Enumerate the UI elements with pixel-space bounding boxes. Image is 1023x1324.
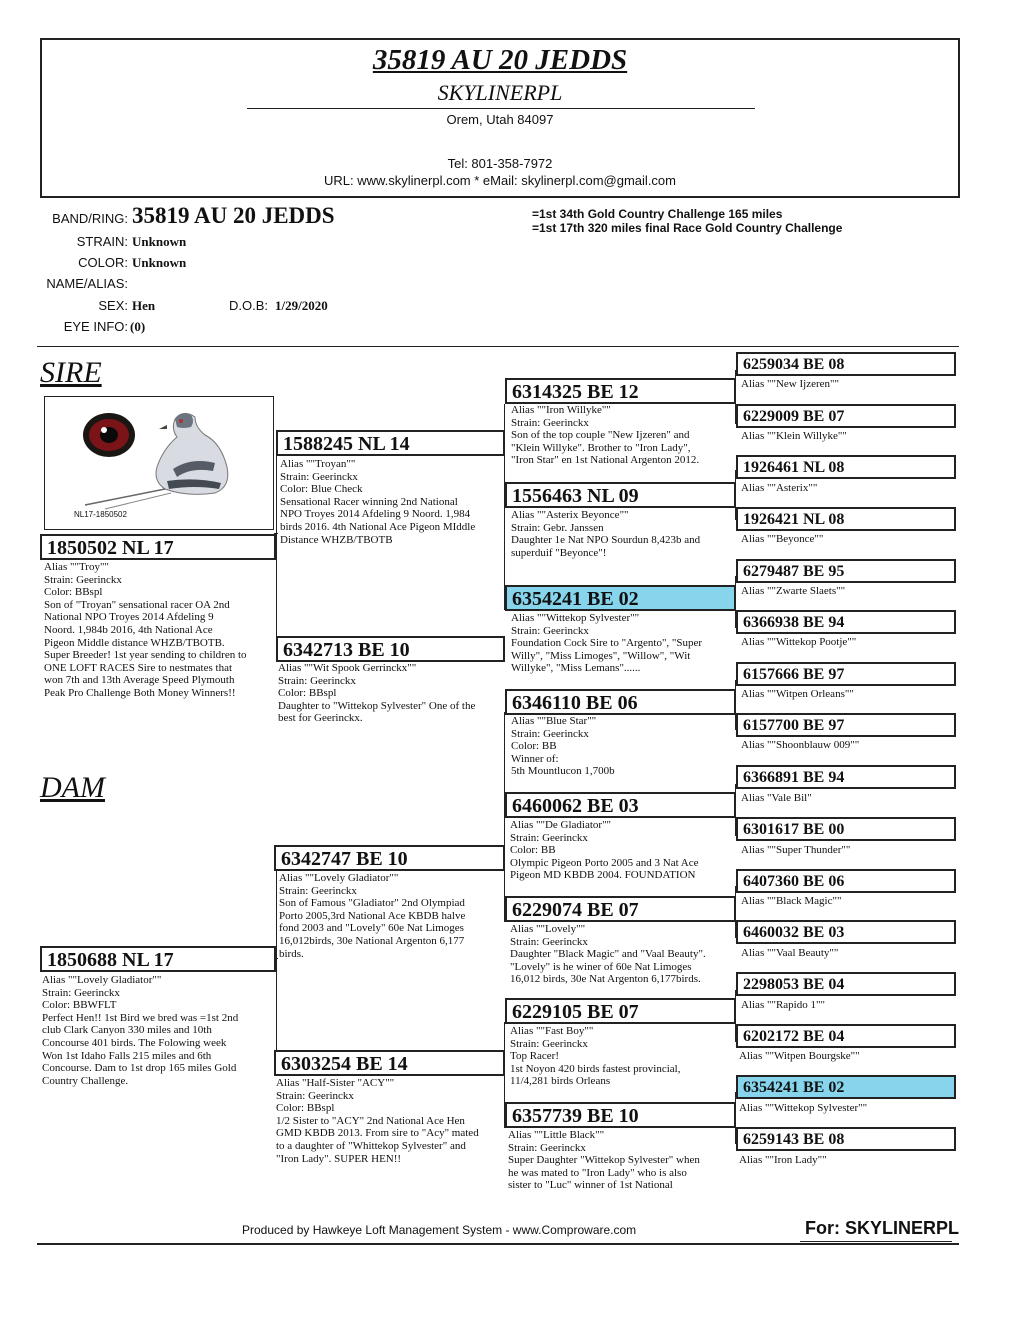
gen4-band-box: 6157666 BE 97 xyxy=(736,662,956,686)
achievement-2: =1st 17th 320 miles final Race Gold Country Challenge xyxy=(532,221,843,235)
gen2-description: Alias "Half-Sister "ACY"" Strain: Geerinckx Color: BBspl 1/2 Sister to "ACY" 2nd National Ace Hen GMD KBDB 2013. From sire to "Acy" mated to a daughter of "Whittekop Sylvester" and "Iron Lady". SUPER HEN!! xyxy=(276,1077,479,1165)
gen3-band-box: 6460062 BE 03 xyxy=(505,792,736,818)
gen4-band-box-highlighted: 6354241 BE 02 xyxy=(736,1075,956,1099)
gen4-alias: Alias ""New Ijzeren"" xyxy=(741,378,839,390)
gen4-alias: Alias ""Iron Lady"" xyxy=(739,1154,827,1166)
gen2-band-box: 6303254 BE 14 xyxy=(274,1050,505,1076)
gen4-band-box: 6229009 BE 07 xyxy=(736,404,956,428)
dam-heading: DAM xyxy=(40,771,105,804)
footer-divider xyxy=(37,1243,959,1245)
dob-value: 1/29/2020 xyxy=(275,298,328,313)
eye-info-value: (0) xyxy=(130,319,146,334)
gen4-band-box: 6259034 BE 08 xyxy=(736,352,956,376)
gen3-band-box-highlighted: 6354241 BE 02 xyxy=(505,585,736,611)
strain-label: STRAIN: xyxy=(76,234,128,249)
footer-underline xyxy=(800,1241,952,1242)
gen3-description: Alias ""Blue Star"" Strain: Geerinckx Color: BB Winner of: 5th Mountlucon 1,700b xyxy=(511,715,615,778)
gen2-band-box: 6342747 BE 10 xyxy=(274,845,505,871)
band-value: 35819 AU 20 JEDDS xyxy=(132,203,335,228)
dob-label: D.O.B: xyxy=(229,298,269,313)
gen4-alias: Alias ""Witpen Bourgske"" xyxy=(739,1050,860,1062)
gen4-alias: Alias ""Super Thunder"" xyxy=(741,844,851,856)
gen3-band-box: 1556463 NL 09 xyxy=(505,482,736,508)
gen2-description: Alias ""Lovely Gladiator"" Strain: Geerinckx Son of Famous "Gladiator" 2nd Olympiad Porto 2005,3rd National Ace KBDB halve fond 2003 and "Lovely" 60e Nat Limoges 16,012birds, 30e National Argenton 6,177 birds. xyxy=(279,872,466,960)
gen4-alias: Alias ""Black Magic"" xyxy=(741,895,842,907)
gen4-band-box: 6366891 BE 94 xyxy=(736,765,956,789)
gen4-band-box: 6407360 BE 06 xyxy=(736,869,956,893)
gen4-alias: Alias ""Wittekop Pootje"" xyxy=(741,636,857,648)
sire-description: Alias ""Troy"" Strain: Geerinckx Color: BBspl Son of "Troyan" sensational racer OA 2nd National NPO Troyes 2014 Afdeling 9 Noord. 1,984b 2016, 4th National Ace Pigeon Middle distance WHZB/TBOTB. Super Breeder! 1st year sending to children to ONE LOFT RACES Sire to nestmates that won 7th and 13th Average Speed Plymouth Peak Pro Challenge Both Money Winners!! xyxy=(44,561,247,699)
gen4-alias: Alias ""Wittekop Sylvester"" xyxy=(739,1102,868,1114)
name-alias-label: NAME/ALIAS: xyxy=(46,276,128,291)
gen3-description: Alias ""Fast Boy"" Strain: Geerinckx Top Racer! 1st Noyon 420 birds fastest provincial, 11/4,281 birds Orleans xyxy=(510,1025,681,1088)
connector xyxy=(276,454,277,662)
gen4-band-box: 1926421 NL 08 xyxy=(736,507,956,531)
gen3-band-box: 6229074 BE 07 xyxy=(505,896,736,922)
loft-phone: Tel: 801-358-7972 xyxy=(447,156,553,171)
sire-heading: SIRE xyxy=(40,356,102,389)
photo-caption: NL17-1850502 xyxy=(74,510,127,519)
loft-city: Orem, Utah 84097 xyxy=(446,112,554,127)
gen4-alias: Alias ""Witpen Orleans"" xyxy=(741,688,854,700)
loft-url-email: URL: www.skylinerpl.com * eMail: skylinerpl.com@gmail.com xyxy=(323,173,676,188)
gen3-band-box: 6346110 BE 06 xyxy=(505,689,736,715)
gen2-description: Alias ""Wit Spook Gerrinckx"" Strain: Geerinckx Color: BBspl Daughter to "Wittekop Sylvester" One of the best for Geerinckx. xyxy=(278,662,476,725)
for-loft-footer: For: SKYLINERPL xyxy=(805,1218,960,1238)
connector xyxy=(276,870,277,1076)
gen4-band-box: 6202172 BE 04 xyxy=(736,1024,956,1048)
achievement-1: =1st 34th Gold Country Challenge 165 miles xyxy=(532,207,783,221)
loft-name: SKYLINERPL xyxy=(437,80,563,105)
gen4-band-box: 6366938 BE 94 xyxy=(736,610,956,634)
gen4-band-box: 6157700 BE 97 xyxy=(736,713,956,737)
pedigree-title: 35819 AU 20 JEDDS xyxy=(372,44,628,76)
gen3-band-box: 6357739 BE 10 xyxy=(505,1102,736,1128)
gen3-description: Alias ""Iron Willyke"" Strain: Geerinckx Son of the top couple "New Ijzeren" and "Klein Willyke". Brother to "Iron Lady", "Iron Star" en 1st National Argenton 2012. xyxy=(511,404,700,467)
gen4-alias: Alias ""Zwarte Slaets"" xyxy=(741,585,846,597)
gen4-alias: Alias ""Beyonce"" xyxy=(741,533,824,545)
sex-label: SEX: xyxy=(98,298,128,313)
dam-description: Alias ""Lovely Gladiator"" Strain: Geerinckx Color: BBWFLT Perfect Hen!! 1st Bird we bred was =1st 2nd club Clark Canyon 330 miles and 10th Concourse 401 birds. The Folowing week Won 1st Idaho Falls 215 miles and 6th Concourse. Dam to 1st drop 165 miles Gold Country Challenge. xyxy=(42,974,239,1087)
gen2-description: Alias ""Troyan"" Strain: Geerinckx Color: Blue Check Sensational Racer winning 2nd National NPO Troyes 2014 Afdeling 9 Noord. 1,984 birds 2016. 4th National Ace Pigeon MIddle Distance WHZB/TBOTB xyxy=(280,458,476,546)
gen4-band-box: 2298053 BE 04 xyxy=(736,972,956,996)
gen3-description: Alias ""Lovely"" Strain: Geerinckx Daughter "Black Magic" and "Vaal Beauty". "Lovely" is he winer of 60e Nat Limoges 16,012 birds, 30e Nat Argenton 6,177birds. xyxy=(510,923,706,986)
gen4-band-box: 1926461 NL 08 xyxy=(736,455,956,479)
strain-value: Unknown xyxy=(132,234,187,249)
gen3-band-box: 6314325 BE 12 xyxy=(505,378,736,404)
eye-info-label: EYE INFO: xyxy=(63,319,128,334)
gen4-alias: Alias "Vale Bil" xyxy=(741,792,812,804)
gen4-alias: Alias ""Rapido 1"" xyxy=(741,999,825,1011)
gen2-band-box: 1588245 NL 14 xyxy=(276,430,505,456)
produced-by-footer: Produced by Hawkeye Loft Management System - www.Comproware.com xyxy=(242,1223,637,1237)
gen3-description: Alias ""Wittekop Sylvester"" Strain: Geerinckx Foundation Cock Sire to "Argento", "Super Willy", "Miss Limoges", "Willow", "Wit Willyke", "Miss Lemans"...... xyxy=(511,612,703,675)
sire-band-box: 1850502 NL 17 xyxy=(40,534,276,560)
header-divider xyxy=(247,108,755,109)
gen3-band-box: 6229105 BE 07 xyxy=(505,998,736,1024)
gen4-alias: Alias ""Klein Willyke"" xyxy=(741,430,847,442)
dam-band-box: 1850688 NL 17 xyxy=(40,946,276,972)
gen4-band-box: 6259143 BE 08 xyxy=(736,1127,956,1151)
gen3-description: Alias ""De Gladiator"" Strain: Geerinckx Color: BB Olympic Pigeon Porto 2005 and 3 Nat Ace Pigeon MD KBDB 2004. FOUNDATION xyxy=(510,819,699,882)
section-divider xyxy=(37,346,959,347)
gen4-band-box: 6301617 BE 00 xyxy=(736,817,956,841)
header-box xyxy=(40,38,960,198)
gen4-alias: Alias ""Shoonblauw 009"" xyxy=(741,739,860,751)
gen4-band-box: 6460032 BE 03 xyxy=(736,920,956,944)
color-label: COLOR: xyxy=(78,255,128,270)
gen3-description: Alias ""Asterix Beyonce"" Strain: Gebr. Janssen Daughter 1e Nat NPO Sourdun 8,423b and superduif "Beyonce"! xyxy=(511,509,701,559)
color-value: Unknown xyxy=(132,255,187,270)
sex-value: Hen xyxy=(132,298,156,313)
gen4-alias: Alias ""Asterix"" xyxy=(741,482,818,494)
gen4-band-box: 6279487 BE 95 xyxy=(736,559,956,583)
gen4-alias: Alias ""Vaal Beauty"" xyxy=(741,947,839,959)
gen2-band-box: 6342713 BE 10 xyxy=(276,636,505,662)
band-label: BAND/RING: xyxy=(52,211,128,226)
gen3-description: Alias ""Little Black"" Strain: Geerinckx Super Daughter "Wittekop Sylvester" when he was mated to "Iron Lady" who is also sister to "Luc" winner of 1st National xyxy=(508,1129,700,1192)
